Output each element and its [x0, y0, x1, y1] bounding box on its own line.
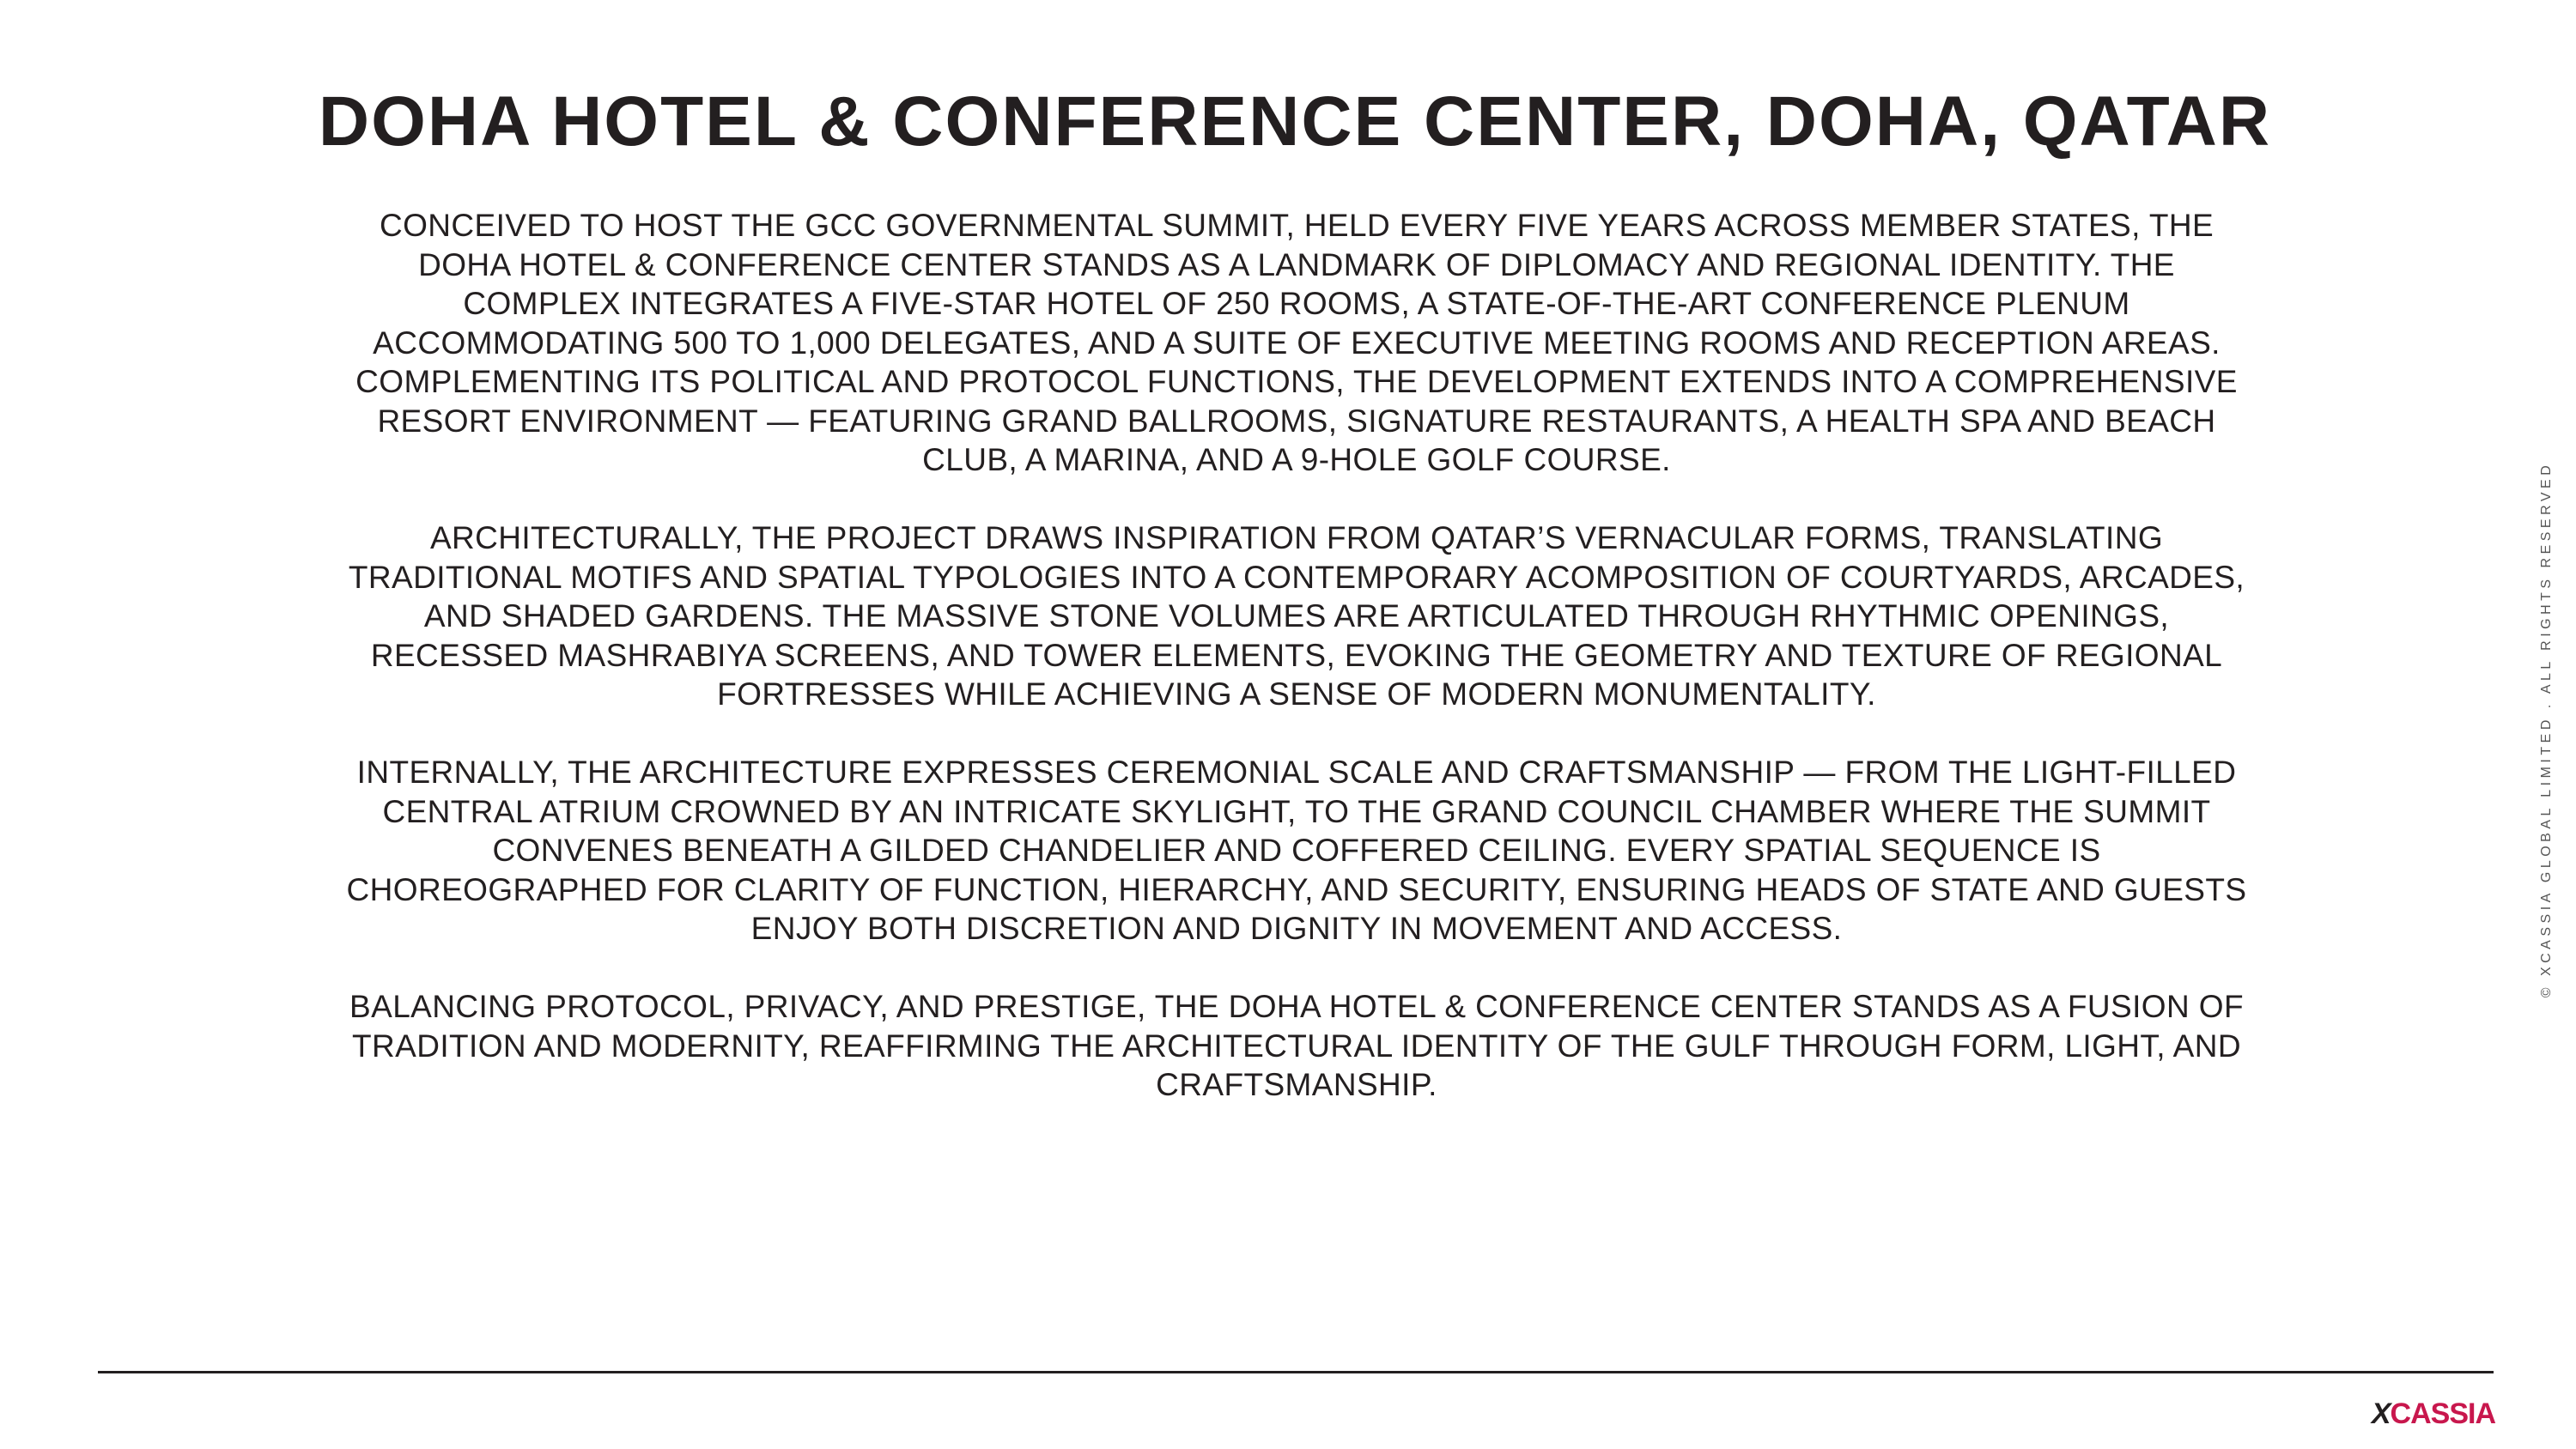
logo-mark: X [2371, 1397, 2391, 1430]
body-text [343, 206, 2250, 1143]
paragraph-interior: INTERNALLY, THE ARCHITECTURE EXPRESSES CEREMONIAL SCALE AND CRAFTSMANSHIP — FROM THE LIGHT-FILLED CENTRAL ATRIUM CROWNED BY AN INTRICATE SKYLIGHT, TO THE GRAND COUNCIL CHAMBER WHERE THE SUMMIT CONVENES BENEATH A GILDED CHANDELIER AND COFFERED CEILING. EVERY SPATIAL SEQUENCE IS CHOREOGRAPHED FOR CLARITY OF FUNCTION, HIERARCHY, AND SECURITY, ENSURING HEADS OF STATE AND GUESTS ENJOY BOTH DISCRETION AND DIGNITY IN MOVEMENT AND ACCESS. [346, 755, 2247, 946]
logo-wordmark: CASSIA [2390, 1397, 2495, 1430]
paragraph-conclusion: BALANCING PROTOCOL, PRIVACY, AND PRESTIGE, THE DOHA HOTEL & CONFERENCE CENTER STANDS AS A FUSION OF TRADITION AND MODERNITY, REAFFIRMING THE ARCHITECTURAL IDENTITY OF THE GULF THROUGH FORM, LIGHT, AND CRAFTSMANSHIP. [349, 989, 2244, 1102]
page-title: DOHA HOTEL & CONFERENCE CENTER, DOHA, QATAR [318, 82, 2272, 161]
footer-divider [98, 1371, 2494, 1373]
copyright-notice: © XCASSIA GLOBAL LIMITED . ALL RIGHTS RESERVED [2539, 461, 2554, 998]
xcassia-logo [2372, 1397, 2495, 1431]
paragraph-intro: CONCEIVED TO HOST THE GCC GOVERNMENTAL SUMMIT, HELD EVERY FIVE YEARS ACROSS MEMBER STATES, THE DOHA HOTEL & CONFERENCE CENTER STANDS AS A LANDMARK OF DIPLOMACY AND REGIONAL IDENTITY. THE COMPLEX INTEGRATES A FIVE-STAR HOTEL OF 250 ROOMS, A STATE-OF-THE-ART CONFERENCE PLENUM ACCOMMODATING 500 TO 1,000 DELEGATES, AND A SUITE OF EXECUTIVE MEETING ROOMS AND RECEPTION AREAS. COMPLEMENTING ITS POLITICAL AND PROTOCOL FUNCTIONS, THE DEVELOPMENT EXTENDS INTO A COMPREHENSIVE RESORT ENVIRONMENT — FEATURING GRAND BALLROOMS, SIGNATURE RESTAURANTS, A HEALTH SPA AND BEACH CLUB, A MARINA, AND A 9-HOLE GOLF COURSE. [355, 208, 2238, 477]
paragraph-architecture: ARCHITECTURALLY, THE PROJECT DRAWS INSPIRATION FROM QATAR’S VERNACULAR FORMS, TRANSLATING TRADITIONAL MOTIFS AND SPATIAL TYPOLOGIES INTO A CONTEMPORARY ACOMPOSITION OF COURTYARDS, ARCADES, AND SHADED GARDENS. THE MASSIVE STONE VOLUMES ARE ARTICULATED THROUGH RHYTHMIC OPENINGS, RECESSED MASHRABIYA SCREENS, AND TOWER ELEMENTS, EVOKING THE GEOMETRY AND TEXTURE OF REGIONAL FORTRESSES WHILE ACHIEVING A SENSE OF MODERN MONUMENTALITY. [348, 520, 2245, 712]
